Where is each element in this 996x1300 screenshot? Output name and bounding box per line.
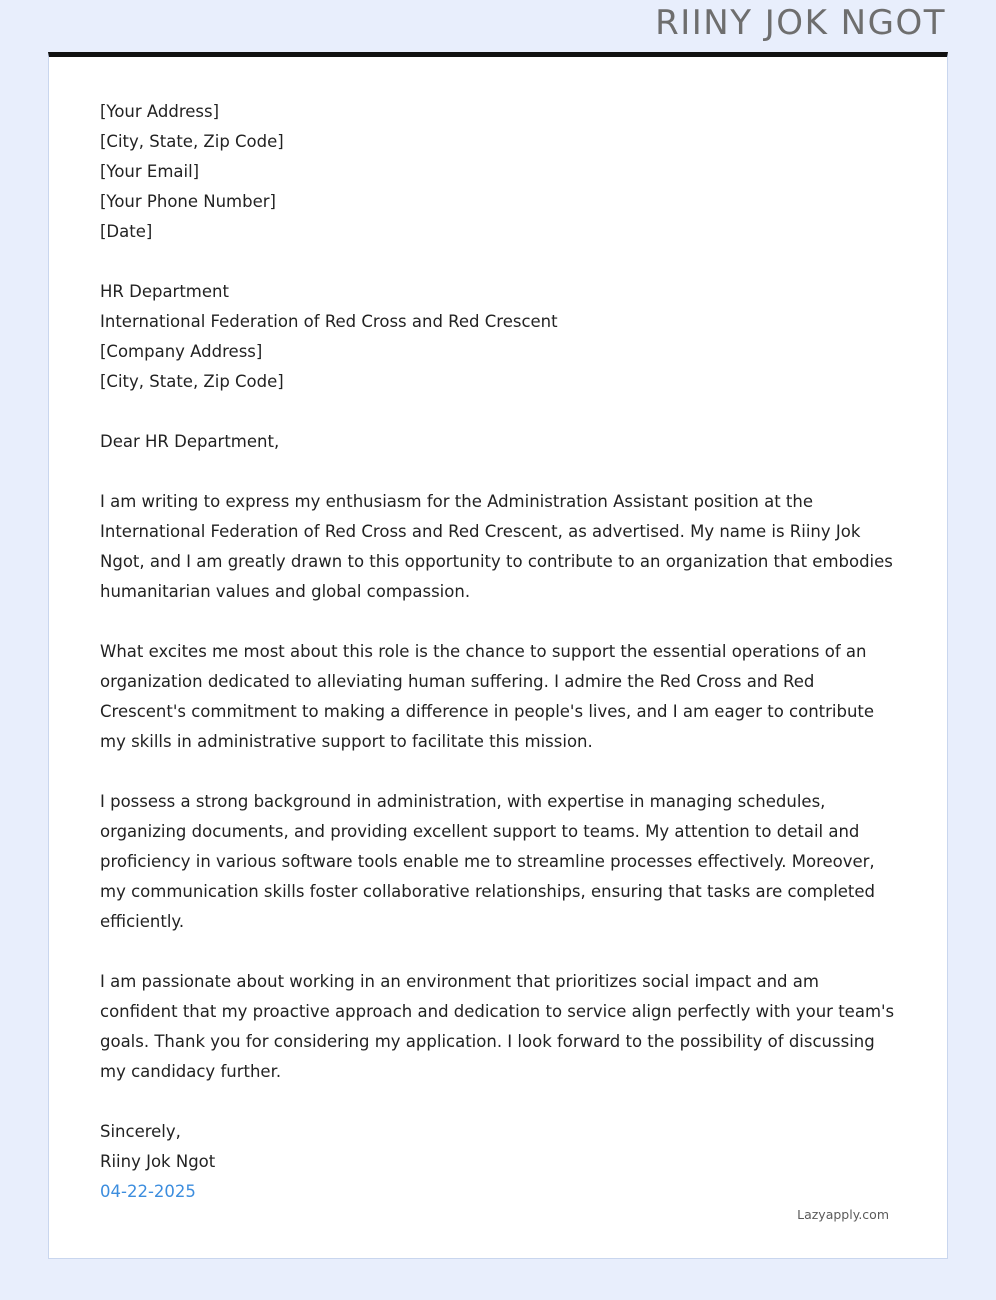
sender-city-line: [City, State, Zip Code] (100, 132, 284, 151)
body-paragraph-1: I am writing to express my enthusiasm for the Administration Assistant position at the International Federation of Red Cross and Red Crescent, as advertised. My name is Riiny Jok Ngot, and I am greatly drawn to this opportunity to contribute to an organization that embodies humanitarian values and global compassion. (100, 492, 893, 601)
sender-address-line: [Your Address] (100, 102, 220, 121)
closing-line: Sincerely, (100, 1122, 181, 1141)
salutation-block (100, 427, 900, 457)
sender-email-line: [Your Email] (100, 162, 200, 181)
recipient-company-address-line: [Company Address] (100, 342, 263, 361)
salutation-line: Dear HR Department, (100, 432, 280, 451)
signature-name-line: Riiny Jok Ngot (100, 1152, 216, 1171)
letter-body (100, 97, 900, 1207)
body-paragraph-3: I possess a strong background in administration, with expertise in managing schedules, organizing documents, and providing excellent support to teams. My attention to detail and proficiency in various software tools enable me to streamline processes effectively. Moreover, my communication skills foster collaborative relationships, ensuring that tasks are completed efficiently. (100, 792, 876, 931)
document-header (0, 0, 996, 55)
signature-block (100, 1117, 900, 1207)
recipient-city-line: [City, State, Zip Code] (100, 372, 284, 391)
letter-date: 04-22-2025 (100, 1182, 196, 1201)
footer-brand: Lazyapply.com (797, 1207, 889, 1222)
recipient-address-block (100, 277, 900, 397)
recipient-organization-line: International Federation of Red Cross and Red Crescent (100, 312, 558, 331)
sender-address-block (100, 97, 900, 247)
sender-phone-line: [Your Phone Number] (100, 192, 276, 211)
candidate-name-heading: RIINY JOK NGOT (655, 3, 946, 43)
body-paragraph-4: I am passionate about working in an environment that prioritizes social impact and am confident that my proactive approach and dedication to service align perfectly with your team's goals. Thank you for considering my application. I look forward to the possibility of discussing my candidacy further. (100, 972, 895, 1081)
body-paragraph-2: What excites me most about this role is the chance to support the essential operations of an organization dedicated to alleviating human suffering. I admire the Red Cross and Red Crescent's commitment to making a difference in people's lives, and I am eager to contribute my skills in administrative support to facilitate this mission. (100, 642, 875, 751)
letter-sheet (48, 52, 948, 1259)
sender-date-line: [Date] (100, 222, 153, 241)
recipient-department-line: HR Department (100, 282, 229, 301)
